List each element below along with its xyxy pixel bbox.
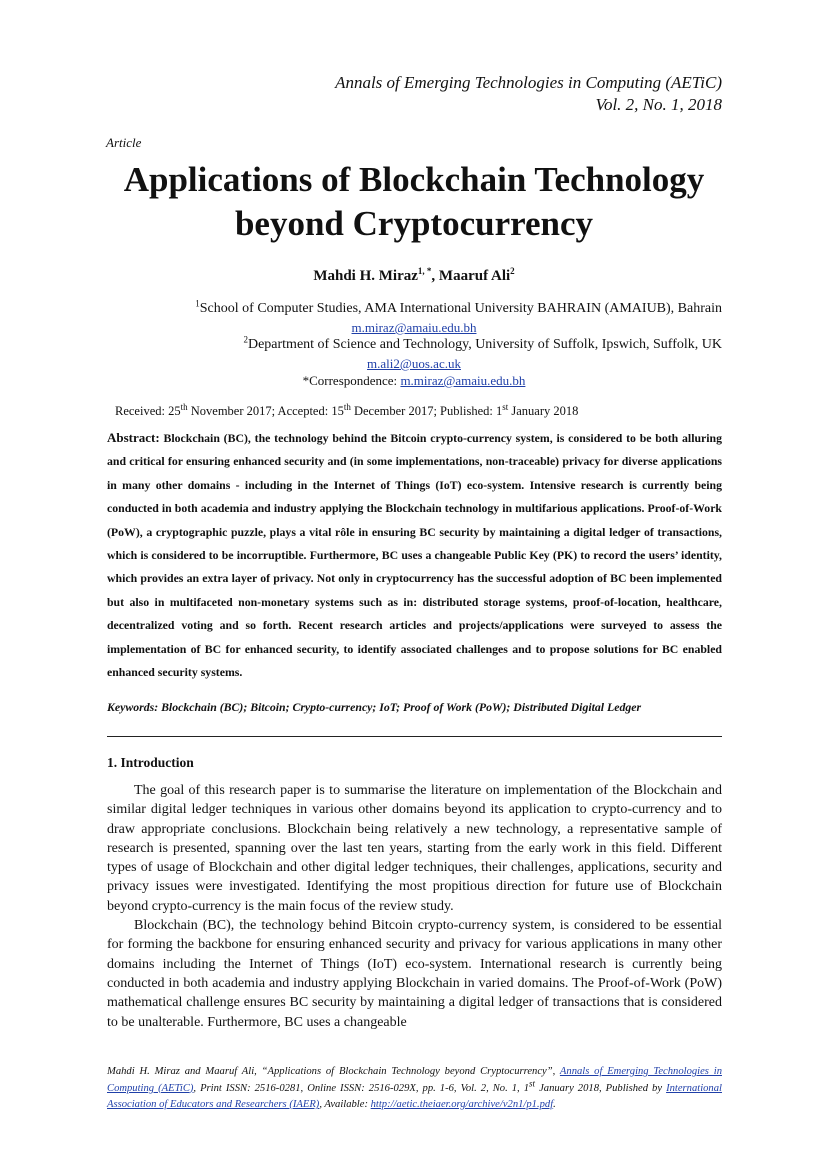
correspondence-label: *Correspondence: xyxy=(302,373,401,388)
author-separator: , xyxy=(431,268,439,284)
author-1-affiliation-mark: 1, * xyxy=(417,266,432,276)
received-suffix: th xyxy=(180,401,188,412)
published-text: December 2017; Published: 1 xyxy=(350,404,503,418)
journal-volume: Vol. 2, No. 1, 2018 xyxy=(595,95,722,114)
publication-dates xyxy=(115,401,579,419)
author-2: Maaruf Ali xyxy=(438,268,511,284)
article-type: Article xyxy=(106,135,142,150)
correspondence xyxy=(0,372,828,389)
footer-end: . xyxy=(553,1099,556,1110)
correspondence-email-link[interactable]: m.miraz@amaiu.edu.bh xyxy=(400,373,526,388)
pdf-url-link[interactable]: http://aetic.theiaer.org/archive/v2n1/p1.pdf xyxy=(370,1099,554,1110)
publisher-link[interactable]: International Association of Educators and Researchers (IAER) xyxy=(107,1082,722,1110)
author-1: Mahdi H. Miraz xyxy=(313,268,418,284)
author-list xyxy=(0,268,828,285)
section-heading-introduction: 1. Introduction xyxy=(107,755,194,770)
affiliation-2-text: Department of Science and Technology, University of Suffolk, Ipswich, Suffolk, UK xyxy=(247,337,722,352)
affiliation-1-email-line xyxy=(0,319,828,336)
journal-header xyxy=(335,72,722,116)
title-line-1: Applications of Blockchain Technology xyxy=(123,160,705,199)
affiliation-1-email-link[interactable]: m.miraz@amaiu.edu.bh xyxy=(351,320,477,335)
available-label: , Available: xyxy=(319,1099,371,1110)
introduction-body xyxy=(107,781,722,1032)
abstract-text: Blockchain (BC), the technology behind the Bitcoin crypto-currency system, is considered to be both alluring and critical for ensuring enhanced security and (in some implementations, non-traceable) privacy for diverse applications in many other domains - including in the Internet of Things (IoT) eco-system. Intensive research is currently being conducted in both academia and industry applying the Blockchain technology in multifarious applications. Proof-of-Work (PoW), a cryptographic puzzle, plays a vital rôle in ensuring BC security by maintaining a digital ledger of transactions, which is considered to be incorruptible. Furthermore, BC uses a changeable Public Key (PK) to record the users’ identity, which provides an extra layer of privacy. Not only in cryptocurrency has the successful adoption of BC been implemented but also in multifaceted non-monetary systems such as in: distributed storage systems, proof-of-location, healthcare, decentralized voting and so forth. Recent research articles and projects/applications were surveyed to assess the implementation of BC for enhanced security, to identify associated challenges and to propose solutions for BC enabled enhanced security systems. xyxy=(107,431,723,680)
publication-day-suffix: st xyxy=(529,1077,536,1088)
introduction-paragraph-1: The goal of this research paper is to summarise the literature on implementation of the Blockchain and similar digital ledger techniques in various other domains beyond its application to crypto-currency and to draw appropriate conclusions. Blockchain being relatively a new technology, a representative sample of research is presented, spanning over the last ten years, starting from the early work in this field. Different types of usage of Blockchain and other digital ledger techniques, their challenges, applications, security and privacy issues were investigated. Identifying the most propitious direction for future use of Blockchain beyond crypto-currency is the main focus of the review study. xyxy=(107,783,722,914)
received-label: Received: 25 xyxy=(115,404,181,418)
affiliation-1-text: School of Computer Studies, AMA International University BAHRAIN (AMAIUB), Bahrain xyxy=(199,301,722,316)
citation-text: Mahdi H. Miraz and Maaruf Ali, “Applications of Blockchain Technology beyond Cryptocurrency”, xyxy=(107,1066,560,1077)
accepted-suffix: th xyxy=(343,401,351,412)
keywords: Keywords: Blockchain (BC); Bitcoin; Crypto-currency; IoT; Proof of Work (PoW); Distributed Digital Ledger xyxy=(107,700,642,714)
published-date: January 2018 xyxy=(508,404,579,418)
affiliation-1-number: 1 xyxy=(195,298,200,309)
journal-name: Annals of Emerging Technologies in Computing (AETiC) xyxy=(335,73,722,92)
abstract-label: Abstract: xyxy=(107,430,160,445)
citation-footer xyxy=(107,1064,722,1114)
introduction-paragraph-2: Blockchain (BC), the technology behind Bitcoin crypto-currency system, is considered to be essential for forming the backbone for ensuring enhanced security and privacy for various applications in many other domains including the Internet of Things (IoT) eco-system. International research is currently being conducted in both academia and industry applying Blockchain in varied domains. The Proof-of-Work (PoW) mathematical challenge ensures BC security by maintaining a digital ledger of transactions that is considered to be unalterable. Furthermore, BC uses a changeable xyxy=(107,918,722,1030)
affiliation-2-email-link[interactable]: m.ali2@uos.ac.uk xyxy=(367,356,461,371)
affiliation-2-number: 2 xyxy=(243,334,248,345)
affiliation-2-email-line xyxy=(0,355,828,372)
title-line-2: beyond Cryptocurrency xyxy=(234,204,594,243)
publisher-text: January 2018, Published by xyxy=(535,1082,667,1094)
accepted-text: November 2017; Accepted: 15 xyxy=(187,404,344,418)
abstract xyxy=(107,426,722,684)
paper-title xyxy=(60,158,768,246)
section-divider xyxy=(107,736,722,737)
affiliation-2 xyxy=(243,336,722,354)
author-2-affiliation-mark: 2 xyxy=(510,266,515,276)
print-info: , Print ISSN: 2516-0281, Online ISSN: 2516-029X, pp. 1-6, Vol. 2, No. 1, 1 xyxy=(193,1082,530,1094)
journal-link[interactable]: Annals of Emerging Technologies in Computing (AETiC) xyxy=(107,1066,722,1094)
published-suffix: st xyxy=(502,401,509,412)
affiliation-1 xyxy=(195,300,722,318)
